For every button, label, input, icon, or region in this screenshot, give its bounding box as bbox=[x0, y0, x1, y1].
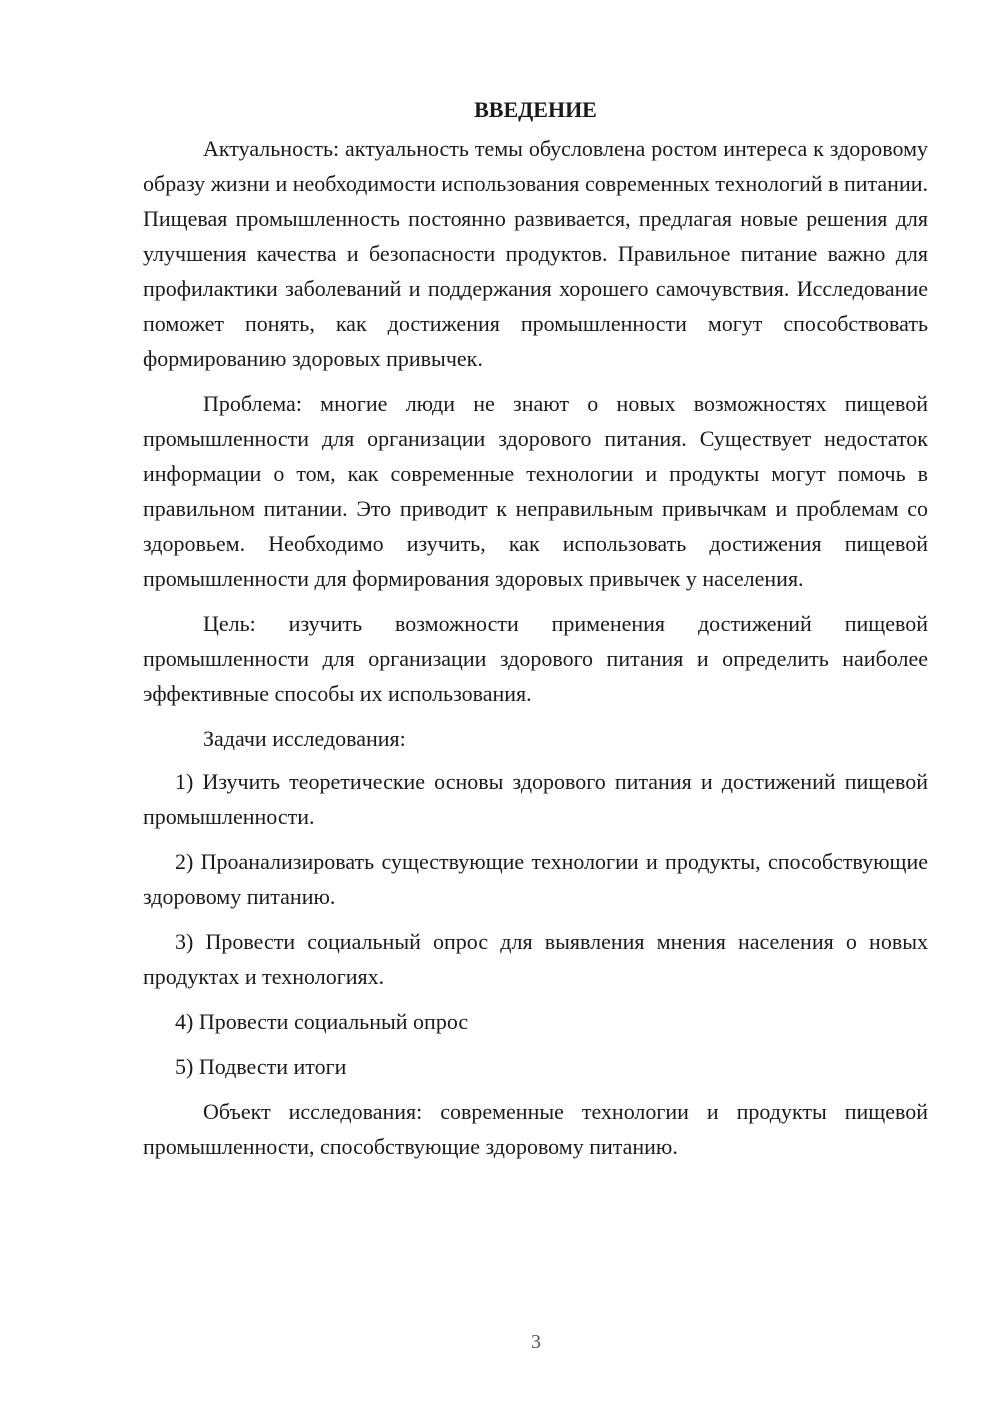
task-item-1: 1) Изучить теоретические основы здорового питания и достижений пищевой промышленности. bbox=[143, 769, 928, 829]
paragraph-problem: Проблема: многие люди не знают о новых возможностях пищевой промышленности для организации здорового питания. Существует недостаток информации о том, как современные технологии и продукты могут помочь в правильном питании. Это приводит к неправильным привычкам и проблемам со здоровьем. Необходимо изучить, как использовать достижения пищевой промышленности для формирования здоровых привычек у населения. bbox=[143, 391, 928, 591]
page-title: ВВЕДЕНИЕ bbox=[474, 97, 597, 122]
page-number: 3 bbox=[531, 1331, 541, 1353]
task-item-2: 2) Проанализировать существующие технологии и продукты, способствующие здоровому питанию. bbox=[143, 849, 928, 909]
paragraph-relevance: Актуальность: актуальность темы обусловлена ростом интереса к здоровому образу жизни и необходимости использования современных технологий в питании. Пищевая промышленность постоянно развивается, предлагая новые решения для улучшения качества и безопасности продуктов. Правильное питание важно для профилактики заболеваний и поддержания хорошего самочувствия. Исследование поможет понять, как достижения промышленности могут способствовать формированию здоровых привычек. bbox=[143, 136, 928, 371]
paragraph-goal: Цель: изучить возможности применения достижений пищевой промышленности для организации здорового питания и определить наиболее эффективные способы их использования. bbox=[143, 611, 928, 706]
task-item-5: 5) Подвести итоги bbox=[175, 1054, 347, 1079]
document-page bbox=[143, 92, 928, 1174]
task-item-4: 4) Провести социальный опрос bbox=[175, 1009, 469, 1034]
paragraph-tasks-heading: Задачи исследования: bbox=[203, 726, 406, 751]
task-item-3: 3) Провести социальный опрос для выявления мнения населения о новых продуктах и технологиях. bbox=[143, 929, 928, 989]
paragraph-object: Объект исследования: современные технологии и продукты пищевой промышленности, способствующие здоровому питанию. bbox=[143, 1099, 928, 1159]
